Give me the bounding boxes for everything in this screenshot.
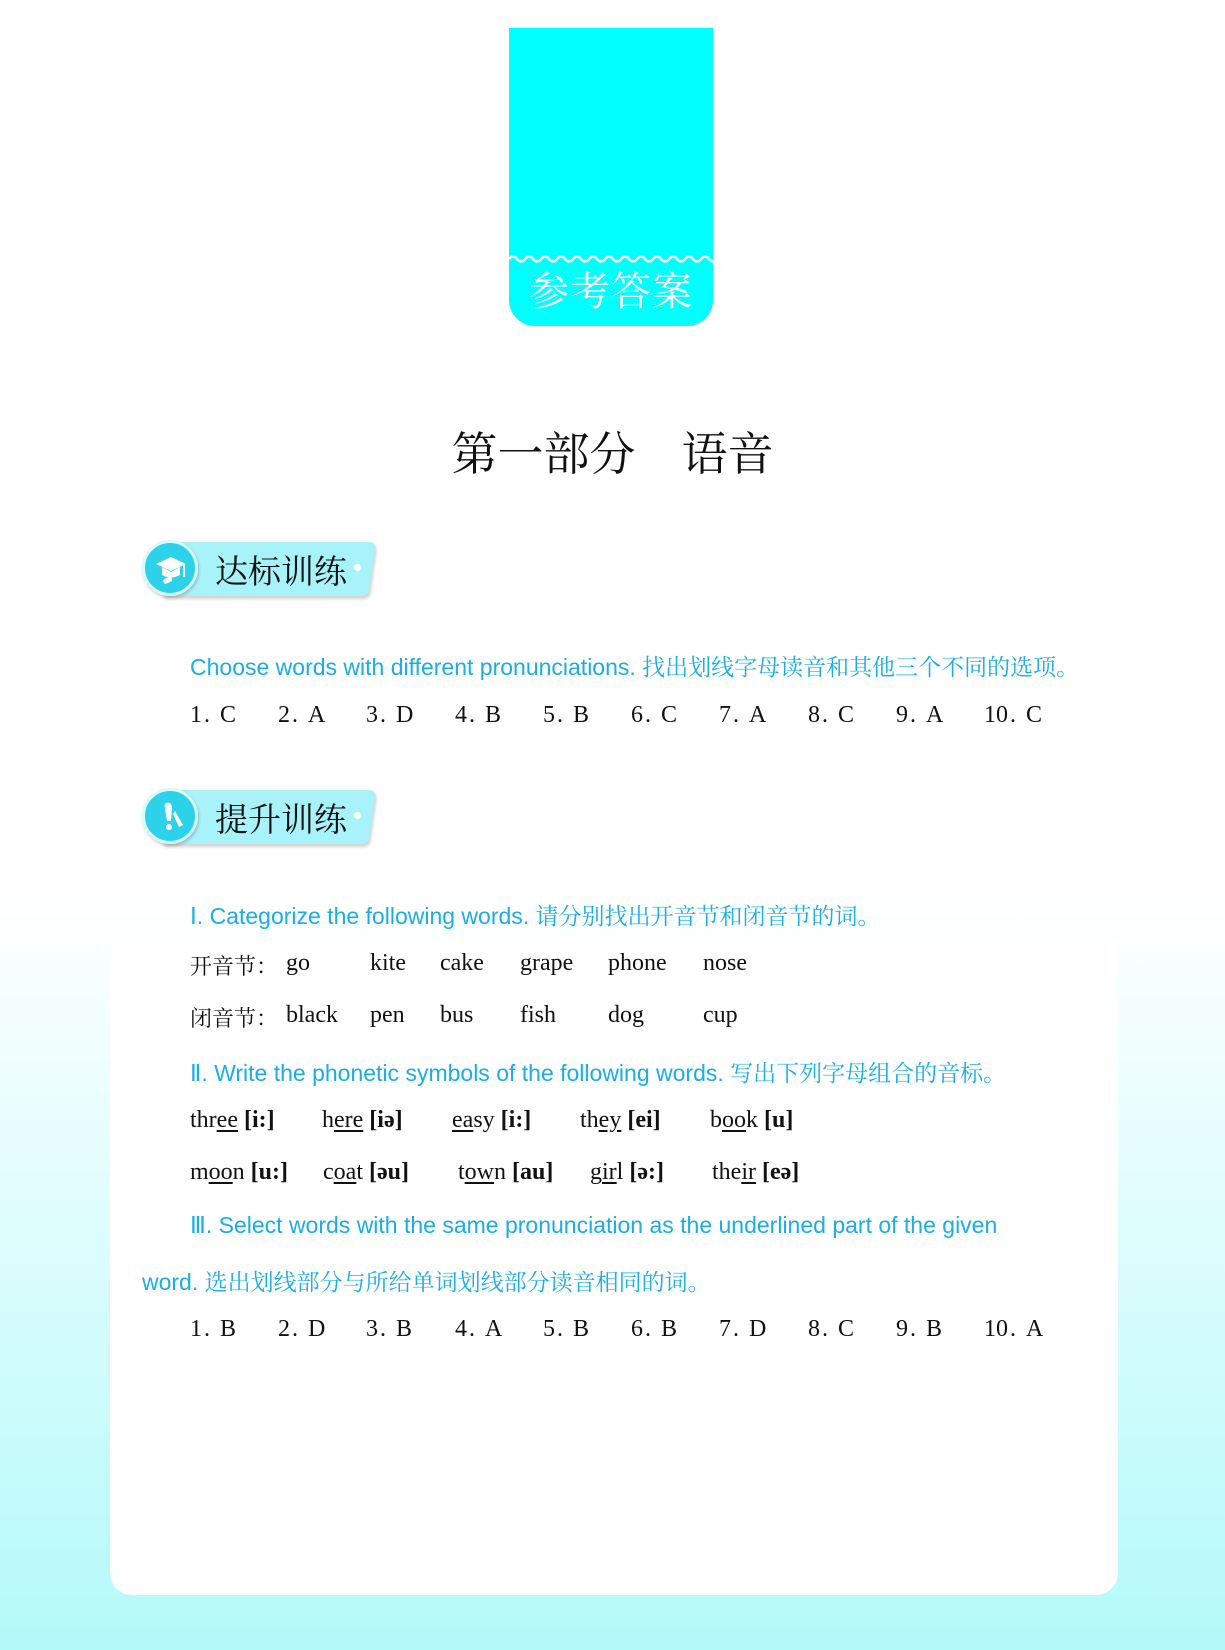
answer-letter: C <box>838 1316 855 1342</box>
phonetic-symbol: [au] <box>512 1159 554 1185</box>
syllable-word: grape <box>520 950 574 976</box>
phonetic-symbol: [eə] <box>762 1159 800 1185</box>
answer-letter: A <box>749 702 767 728</box>
answer-item: 5. B <box>543 702 590 728</box>
answer-letter: C <box>838 702 855 728</box>
answer-number: 2 <box>278 702 290 728</box>
underlined-letters: ir <box>602 1159 617 1185</box>
section-title: 达标训练 <box>215 552 347 591</box>
answer-number: 9 <box>896 1316 908 1342</box>
underlined-letters: ir <box>741 1159 756 1185</box>
phonetic-symbol: [ə:] <box>629 1159 664 1185</box>
word-part: h <box>322 1107 334 1133</box>
syllable-word: go <box>286 950 310 976</box>
syllable-word: cup <box>703 1002 738 1028</box>
answer-letter: B <box>220 1316 237 1342</box>
answer-item: 4. B <box>455 702 502 728</box>
syllable-word: phone <box>608 950 667 976</box>
syllable-word: bus <box>440 1002 474 1028</box>
phonetic-symbol: [iə] <box>369 1107 403 1133</box>
answer-letter: C <box>1026 702 1043 728</box>
answer-item: 10. C <box>984 702 1043 728</box>
part3-instruction-line1: Ⅲ. Select words with the same pronunciation as the underlined part of the given <box>190 1212 998 1238</box>
answer-item: 1. B <box>190 1316 237 1342</box>
answer-letter: A <box>1026 1316 1044 1342</box>
syllable-word: cake <box>440 950 484 976</box>
answer-number: 10 <box>984 1316 1008 1342</box>
answer-letter: B <box>573 702 590 728</box>
answer-number: 4 <box>455 1316 467 1342</box>
phonetic-item <box>710 1107 793 1134</box>
section-badge-2 <box>142 786 382 852</box>
answer-letter: D <box>749 1316 767 1342</box>
answer-letter: A <box>308 702 326 728</box>
answer-item: 7. A <box>719 702 767 728</box>
answer-number: 9 <box>896 702 908 728</box>
phonetic-item <box>452 1107 531 1134</box>
phonetic-symbol: [i:] <box>500 1107 532 1133</box>
word-part: c <box>323 1159 334 1185</box>
answer-item: 9. A <box>896 702 944 728</box>
phonetic-symbol: [əu] <box>368 1159 409 1185</box>
answer-letter: B <box>396 1316 413 1342</box>
phonetic-symbol: [i:] <box>243 1107 275 1133</box>
section-badge-1 <box>142 538 382 604</box>
answer-letter: B <box>926 1316 943 1342</box>
section-title: 提升训练 <box>215 800 347 839</box>
underlined-letters: oo <box>208 1159 233 1185</box>
phonetic-item <box>323 1159 409 1186</box>
answer-item: 3. D <box>366 702 414 728</box>
pencil-icon <box>153 799 189 835</box>
answer-item: 8. C <box>808 1316 855 1342</box>
answer-item: 2. D <box>278 1316 326 1342</box>
phonetic-item <box>190 1107 275 1134</box>
graduation-cap-icon <box>153 551 189 587</box>
part1-instruction: Ⅰ. Categorize the following words. 请分别找出开音节和闭音节的词。 <box>190 903 881 929</box>
answer-number: 7 <box>719 702 731 728</box>
answer-letter: C <box>220 702 237 728</box>
answer-number: 3 <box>366 1316 378 1342</box>
answer-letter: A <box>485 1316 503 1342</box>
answer-number: 4 <box>455 702 467 728</box>
answer-item: 1. C <box>190 702 237 728</box>
phonetic-symbol: [ei] <box>627 1107 661 1133</box>
phonetic-item <box>190 1159 288 1186</box>
answer-letter: B <box>485 702 502 728</box>
phonetic-item <box>712 1159 799 1186</box>
word-part: thr <box>190 1107 217 1133</box>
bookmark-title: 参考答案 <box>529 269 693 315</box>
answer-number: 6 <box>631 702 643 728</box>
answer-letter: A <box>926 702 944 728</box>
underlined-letters: ere <box>334 1107 364 1133</box>
answer-number: 6 <box>631 1316 643 1342</box>
answer-letter: B <box>573 1316 590 1342</box>
answer-item: 4. A <box>455 1316 503 1342</box>
answer-item: 3. B <box>366 1316 413 1342</box>
answer-number: 7 <box>719 1316 731 1342</box>
syllable-word: black <box>286 1002 338 1028</box>
syllable-word: pen <box>370 1002 405 1028</box>
underlined-letters: ow <box>464 1159 495 1185</box>
word-part: l <box>616 1159 624 1185</box>
phonetic-item <box>458 1159 553 1186</box>
word-part: g <box>590 1159 602 1185</box>
answer-number: 1 <box>190 702 202 728</box>
answer-item: 2. A <box>278 702 326 728</box>
underlined-letters: ee <box>216 1107 238 1133</box>
word-part: the <box>712 1159 742 1185</box>
syllable-word: kite <box>370 950 406 976</box>
answer-number: 8 <box>808 1316 820 1342</box>
answer-number: 10 <box>984 702 1008 728</box>
closed-syllable-label: 闭音节： <box>190 1007 279 1032</box>
answer-number: 8 <box>808 702 820 728</box>
word-part: sy <box>473 1107 495 1133</box>
answer-number: 5 <box>543 702 555 728</box>
word-part: t <box>458 1159 465 1185</box>
phonetic-symbol: [u:] <box>250 1159 288 1185</box>
part2-instruction: Ⅱ. Write the phonetic symbols of the following words. 写出下列字母组合的音标。 <box>190 1060 1007 1086</box>
open-syllable-label: 开音节： <box>190 955 279 980</box>
answer-item: 6. B <box>631 1316 678 1342</box>
section1-instruction: Choose words with different pronunciations. 找出划线字母读音和其他三个不同的选项。 <box>190 654 1080 680</box>
word-part: b <box>710 1107 722 1133</box>
underlined-letters: ey <box>598 1107 622 1133</box>
word-part: m <box>190 1159 209 1185</box>
answer-number: 5 <box>543 1316 555 1342</box>
underlined-letters: oo <box>722 1107 746 1133</box>
word-part: th <box>580 1107 599 1133</box>
answer-item: 7. D <box>719 1316 767 1342</box>
syllable-word: nose <box>703 950 747 976</box>
syllable-word: dog <box>608 1002 644 1028</box>
answer-item: 9. B <box>896 1316 943 1342</box>
phonetic-item <box>580 1107 661 1134</box>
syllable-word: fish <box>520 1002 556 1028</box>
answer-letter: B <box>661 1316 678 1342</box>
part3-instruction-line2: word. 选出划线部分与所给单词划线部分读音相同的词。 <box>142 1269 711 1295</box>
answer-number: 2 <box>278 1316 290 1342</box>
answer-item: 8. C <box>808 702 855 728</box>
phonetic-item <box>590 1159 664 1186</box>
phonetic-symbol: [u] <box>764 1107 794 1133</box>
underlined-letters: oa <box>333 1159 357 1185</box>
part-title: 第一部分 语音 <box>451 427 774 481</box>
word-part: t <box>356 1159 363 1185</box>
answer-item: 5. B <box>543 1316 590 1342</box>
answer-number: 1 <box>190 1316 202 1342</box>
answer-letter: D <box>308 1316 326 1342</box>
word-part: k <box>746 1107 758 1133</box>
underlined-letters: ea <box>452 1107 474 1133</box>
answer-item: 6. C <box>631 702 678 728</box>
answer-item: 10. A <box>984 1316 1044 1342</box>
answer-letter: C <box>661 702 678 728</box>
word-part: n <box>232 1159 245 1185</box>
phonetic-item <box>322 1107 403 1134</box>
answer-number: 3 <box>366 702 378 728</box>
answer-letter: D <box>396 702 414 728</box>
word-part: n <box>494 1159 507 1185</box>
answer-key-bookmark <box>509 28 713 326</box>
